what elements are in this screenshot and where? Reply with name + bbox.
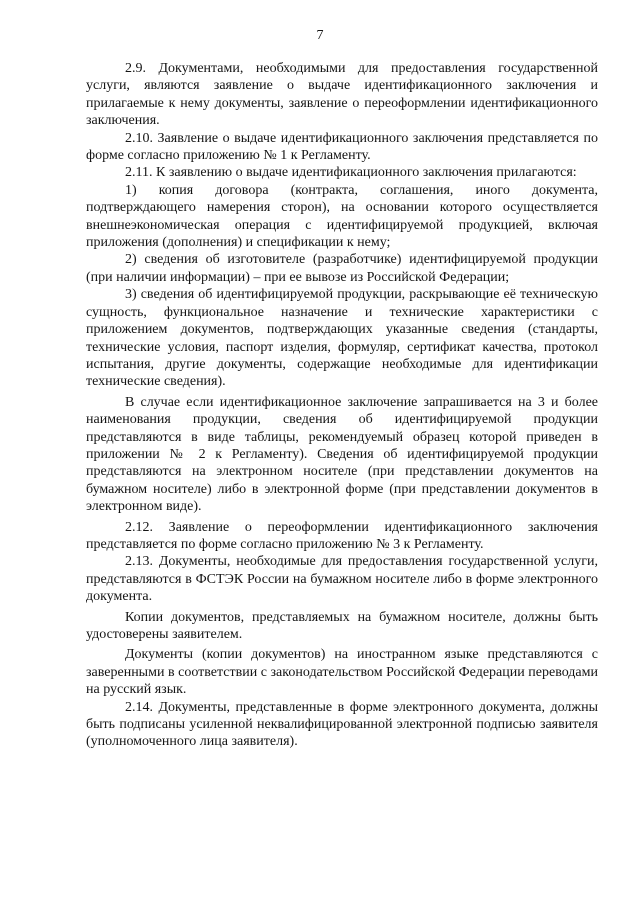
paragraph-2-12: 2.12. Заявление о переоформлении идентификационного заключения представляется по форме согласно приложению № 3 к Регламенту. [86, 519, 598, 552]
page-number: 7 [316, 28, 324, 43]
list-item-1: 1) копия договора (контракта, соглашения, иного документа, подтверждающего намерения сторон), на основании которого осуществляется внешнеэкономическая операция с идентифицируемой продукцией, включая приложения (дополнения) и спецификации к нему; [86, 182, 598, 251]
paragraph-2-9: 2.9. Документами, необходимыми для предоставления государственной услуги, являются заявление о выдаче идентификационного заключения и прилагаемые к нему документы, заявление о переоформлении идентификационного заключения. [86, 61, 598, 129]
paragraph-foreign-language: Документы (копии документов) на иностранном языке представляются с заверенными в соответствии с законодательством Российской Федерации переводами на русский язык. [86, 647, 598, 698]
list-item-3: 3) сведения об идентифицируемой продукции, раскрывающие её техническую сущность, функциональное назначение и технические характеристики с приложением документов, подтверждающих указанные сведения (стандарты, технические условия, паспорт изделия, формуляр, сертификат качества, протокол испытания, другие документы, содержащие необходимые для идентификации технические сведения). [86, 287, 598, 390]
paragraph-copies: Копии документов, представляемых на бумажном носителе, должны быть удостоверены заявителем. [86, 609, 598, 642]
list-item-2: 2) сведения об изготовителе (разработчике) идентифицируемой продукции (при наличии информации) – при ее вывозе из Российской Федерации; [86, 252, 598, 285]
paragraph-table-note: В случае если идентификационное заключение запрашивается на 3 и более наименования продукции, сведения об идентифицируемой продукции представляются в виде таблицы, рекомендуемый образец которой приведен в приложении № 2 к Регламенту). Сведения об идентифицируемой продукции представляются на электронном носителе (при представлении документов на бумажном носителе) либо в электронной форме (при представлении документов в электронном виде). [86, 394, 598, 515]
paragraph-2-10: 2.10. Заявление о выдаче идентификационного заключения представляется по форме согласно приложению № 1 к Регламенту. [86, 130, 598, 164]
paragraph-2-13: 2.13. Документы, необходимые для предоставления государственной услуги, представляются в ФСТЭК России на бумажном носителе либо в форме электронного документа. [86, 554, 598, 605]
paragraph-2-14: 2.14. Документы, представленные в форме электронного документа, должны быть подписаны усиленной неквалифицированной электронной подписью заявителя (уполномоченного лица заявителя). [86, 699, 598, 750]
paragraph-2-11: 2.11. К заявлению о выдаче идентификационного заключения прилагаются: [125, 165, 577, 181]
document-body [86, 60, 598, 751]
